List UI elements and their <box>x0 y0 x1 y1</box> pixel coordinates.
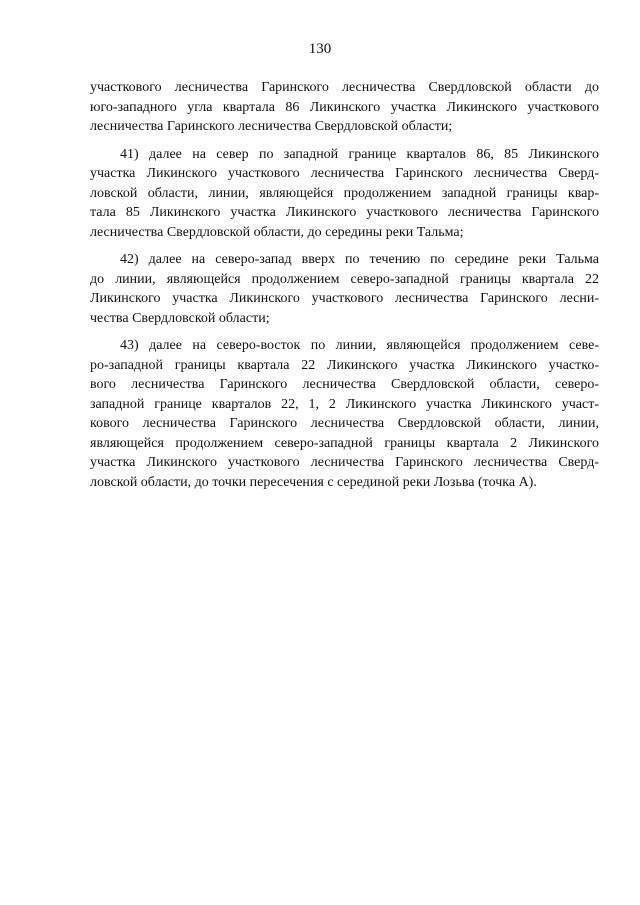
text-line: являющейся продолжением северо-западной границы квартала 2 Ликинского <box>90 435 599 451</box>
text-line: участка Ликинского участкового лесничества Гаринского лесничества Сверд- <box>90 455 599 470</box>
text-line: Ликинского участка Ликинского участкового лесничества Гаринского лесни- <box>90 291 599 306</box>
paragraph-item-42 <box>90 250 599 328</box>
text-line: кового лесничества Гаринского лесничества Свердловской области, линии, <box>90 416 599 431</box>
text-line: западной границе кварталов 22, 1, 2 Ликинского участка Ликинского участ- <box>90 396 599 412</box>
paragraph-item-41 <box>90 145 599 243</box>
text-line: 41) далее на север по западной границе кварталов 86, 85 Ликинского <box>120 146 599 162</box>
text-line: участка Ликинского участкового лесничества Гаринского лесничества Сверд- <box>90 166 599 181</box>
text-line: чества Свердловской области; <box>90 310 270 326</box>
text-line: лесничества Гаринского лесничества Свердловской области; <box>90 119 453 134</box>
document-body <box>90 78 599 492</box>
text-line: юго-западного угла квартала 86 Ликинского участка Ликинского участкового <box>90 99 599 115</box>
text-line: участкового лесничества Гаринского лесничества Свердловской области до <box>90 80 599 95</box>
paragraph-continuation <box>90 78 599 137</box>
text-line: лесничества Свердловской области, до середины реки Тальма; <box>90 224 464 240</box>
text-line: тала 85 Ликинского участка Ликинского участкового лесничества Гаринского <box>90 205 599 220</box>
text-line: ро-западной границы квартала 22 Ликинского участка Ликинского участко- <box>90 357 599 373</box>
text-line: 42) далее на северо-запад вверх по течению по середине реки Тальма <box>120 252 599 267</box>
text-line: ловской области, до точки пересечения с серединой реки Лозьва (точка А). <box>90 474 537 490</box>
text-line: 43) далее на северо-восток по линии, являющейся продолжением севе- <box>120 338 599 353</box>
paragraph-item-43 <box>90 336 599 492</box>
page-number: 130 <box>308 41 332 57</box>
text-line: ловской области, линии, являющейся продолжением западной границы квар- <box>90 185 599 201</box>
text-line: вого лесничества Гаринского лесничества Свердловской области, северо- <box>90 377 599 392</box>
text-line: до линии, являющейся продолжением северо-западной границы квартала 22 <box>90 271 599 287</box>
